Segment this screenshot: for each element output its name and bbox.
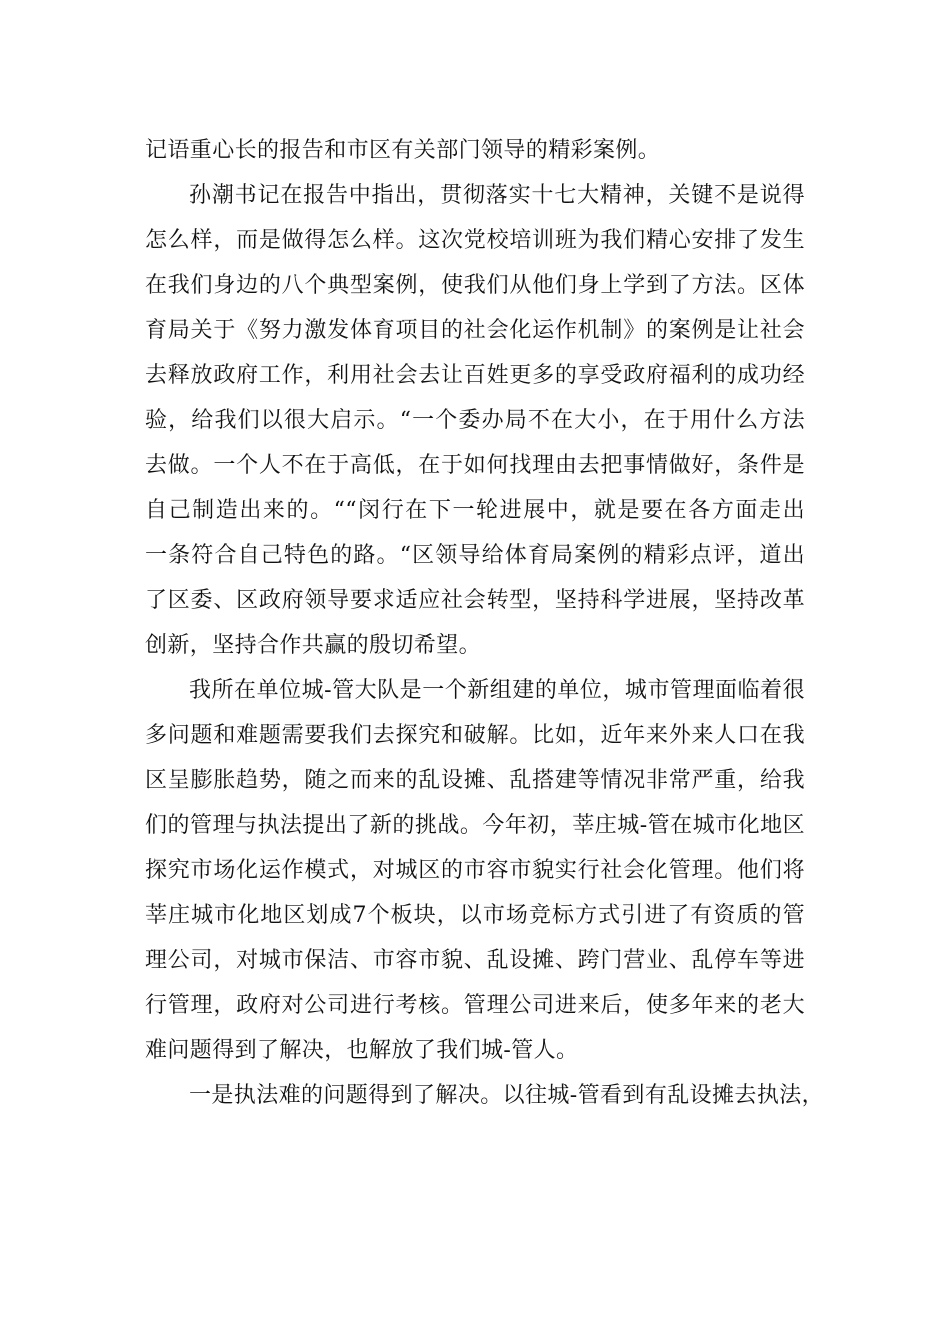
text-line: 验，给我们以很大启示。“一个委办局不在大小，在于用什么方法	[145, 408, 805, 433]
text-line: 一是执法难的问题得到了解决。以往城-管看到有乱设摊去执法，	[189, 1083, 825, 1108]
text-line: 理公司，对城市保洁、市容市貌、乱设摊、跨门营业、乱停车等进	[145, 948, 805, 973]
paragraph-3	[145, 668, 805, 1073]
text-line: 育局关于《努力激发体育项目的社会化运作机制》的案例是让社会	[145, 318, 805, 343]
text-line: 记语重心长的报告和市区有关部门领导的精彩案例。	[145, 138, 661, 163]
text-line: 了区委、区政府领导要求适应社会转型，坚持科学进展，坚持改革	[145, 588, 805, 613]
text-line: 莘庄城市化地区划成7个板块，以市场竞标方式引进了有资质的管	[145, 903, 805, 928]
text-line: 怎么样，而是做得怎么样。这次党校培训班为我们精心安排了发生	[145, 228, 805, 253]
text-line: 创新，坚持合作共赢的殷切希望。	[145, 633, 482, 658]
text-line: 难问题得到了解决，也解放了我们城-管人。	[145, 1038, 579, 1063]
text-line: 孙潮书记在报告中指出，贯彻落实十七大精神，关键不是说得	[189, 183, 805, 208]
text-line: 我所在单位城-管大队是一个新组建的单位，城市管理面临着很	[189, 678, 805, 703]
text-line: 们的管理与执法提出了新的挑战。今年初，莘庄城-管在城市化地区	[145, 813, 805, 838]
paragraph-2	[145, 173, 805, 668]
text-line: 去做。一个人不在于高低，在于如何找理由去把事情做好，条件是	[145, 453, 805, 478]
text-line: 探究市场化运作模式，对城区的市容市貌实行社会化管理。他们将	[145, 858, 805, 883]
text-line: 去释放政府工作，利用社会去让百姓更多的享受政府福利的成功经	[145, 363, 805, 388]
document-body	[145, 128, 825, 1118]
text-line: 一条符合自己特色的路。“区领导给体育局案例的精彩点评，道出	[145, 543, 805, 568]
text-line: 行管理，政府对公司进行考核。管理公司进来后，使多年来的老大	[145, 993, 805, 1018]
text-line: 多问题和难题需要我们去探究和破解。比如，近年来外来人口在我	[145, 723, 805, 748]
paragraph-4	[145, 1073, 825, 1118]
text-line: 在我们身边的八个典型案例，使我们从他们身上学到了方法。区体	[145, 273, 805, 298]
text-line: 自己制造出来的。““闵行在下一轮进展中，就是要在各方面走出	[145, 498, 805, 523]
text-line: 区呈膨胀趋势，随之而来的乱设摊、乱搭建等情况非常严重，给我	[145, 768, 805, 793]
paragraph-1	[145, 128, 805, 173]
